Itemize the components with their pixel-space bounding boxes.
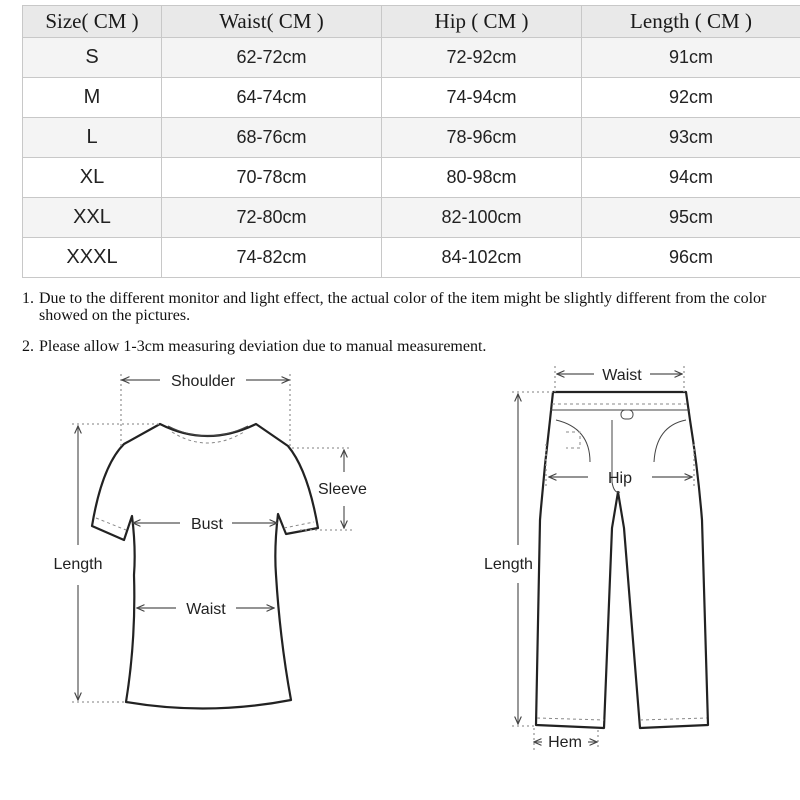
length-cell: 94cm xyxy=(582,158,800,198)
size-cell: XXL xyxy=(23,198,162,238)
size-cell: XL xyxy=(23,158,162,198)
header-length: Length ( CM ) xyxy=(582,6,800,38)
waist-cell: 70-78cm xyxy=(162,158,382,198)
bust-label: Bust xyxy=(190,516,224,533)
length-cell: 92cm xyxy=(582,78,800,118)
waist-cell: 62-72cm xyxy=(162,38,382,78)
hip-cell: 84-102cm xyxy=(382,238,582,278)
hip-cell: 78-96cm xyxy=(382,118,582,158)
length-cell: 96cm xyxy=(582,238,800,278)
waist-cell: 72-80cm xyxy=(162,198,382,238)
tshirt-diagram xyxy=(54,373,367,709)
length-cell: 91cm xyxy=(582,38,800,78)
size-cell: L xyxy=(23,118,162,158)
waist-cell: 68-76cm xyxy=(162,118,382,158)
header-waist: Waist( CM ) xyxy=(162,6,382,38)
pants-hem-label: Hem xyxy=(548,734,582,751)
pants-hip-label: Hip xyxy=(607,470,633,487)
pants-length-label: Length xyxy=(484,556,533,573)
shoulder-label: Shoulder xyxy=(170,373,236,390)
size-cell: XXXL xyxy=(23,238,162,278)
pants-diagram xyxy=(484,366,708,751)
size-cell: S xyxy=(23,38,162,78)
sleeve-label: Sleeve xyxy=(318,481,367,498)
note-number: 2. xyxy=(22,338,34,355)
waist-label: Waist xyxy=(186,601,226,618)
hip-cell: 80-98cm xyxy=(382,158,582,198)
waist-cell: 64-74cm xyxy=(162,78,382,118)
note-text: Please allow 1-3cm measuring deviation due to manual measurement. xyxy=(39,338,487,355)
pants-outline xyxy=(536,392,708,728)
waist-cell: 74-82cm xyxy=(162,238,382,278)
size-cell: M xyxy=(23,78,162,118)
hip-cell: 82-100cm xyxy=(382,198,582,238)
length-label: Length xyxy=(53,556,103,573)
header-size: Size( CM ) xyxy=(23,6,162,38)
pants-waist-label: Waist xyxy=(602,367,642,384)
header-hip: Hip ( CM ) xyxy=(382,6,582,38)
tshirt-outline xyxy=(92,424,318,709)
length-cell: 95cm xyxy=(582,198,800,238)
hip-cell: 74-94cm xyxy=(382,78,582,118)
hip-cell: 72-92cm xyxy=(382,38,582,78)
note-number: 1. xyxy=(22,290,34,307)
length-cell: 93cm xyxy=(582,118,800,158)
note-text: Due to the different monitor and light effect, the actual color of the item might be slightly different from the color showed on the pictures. xyxy=(39,290,767,324)
